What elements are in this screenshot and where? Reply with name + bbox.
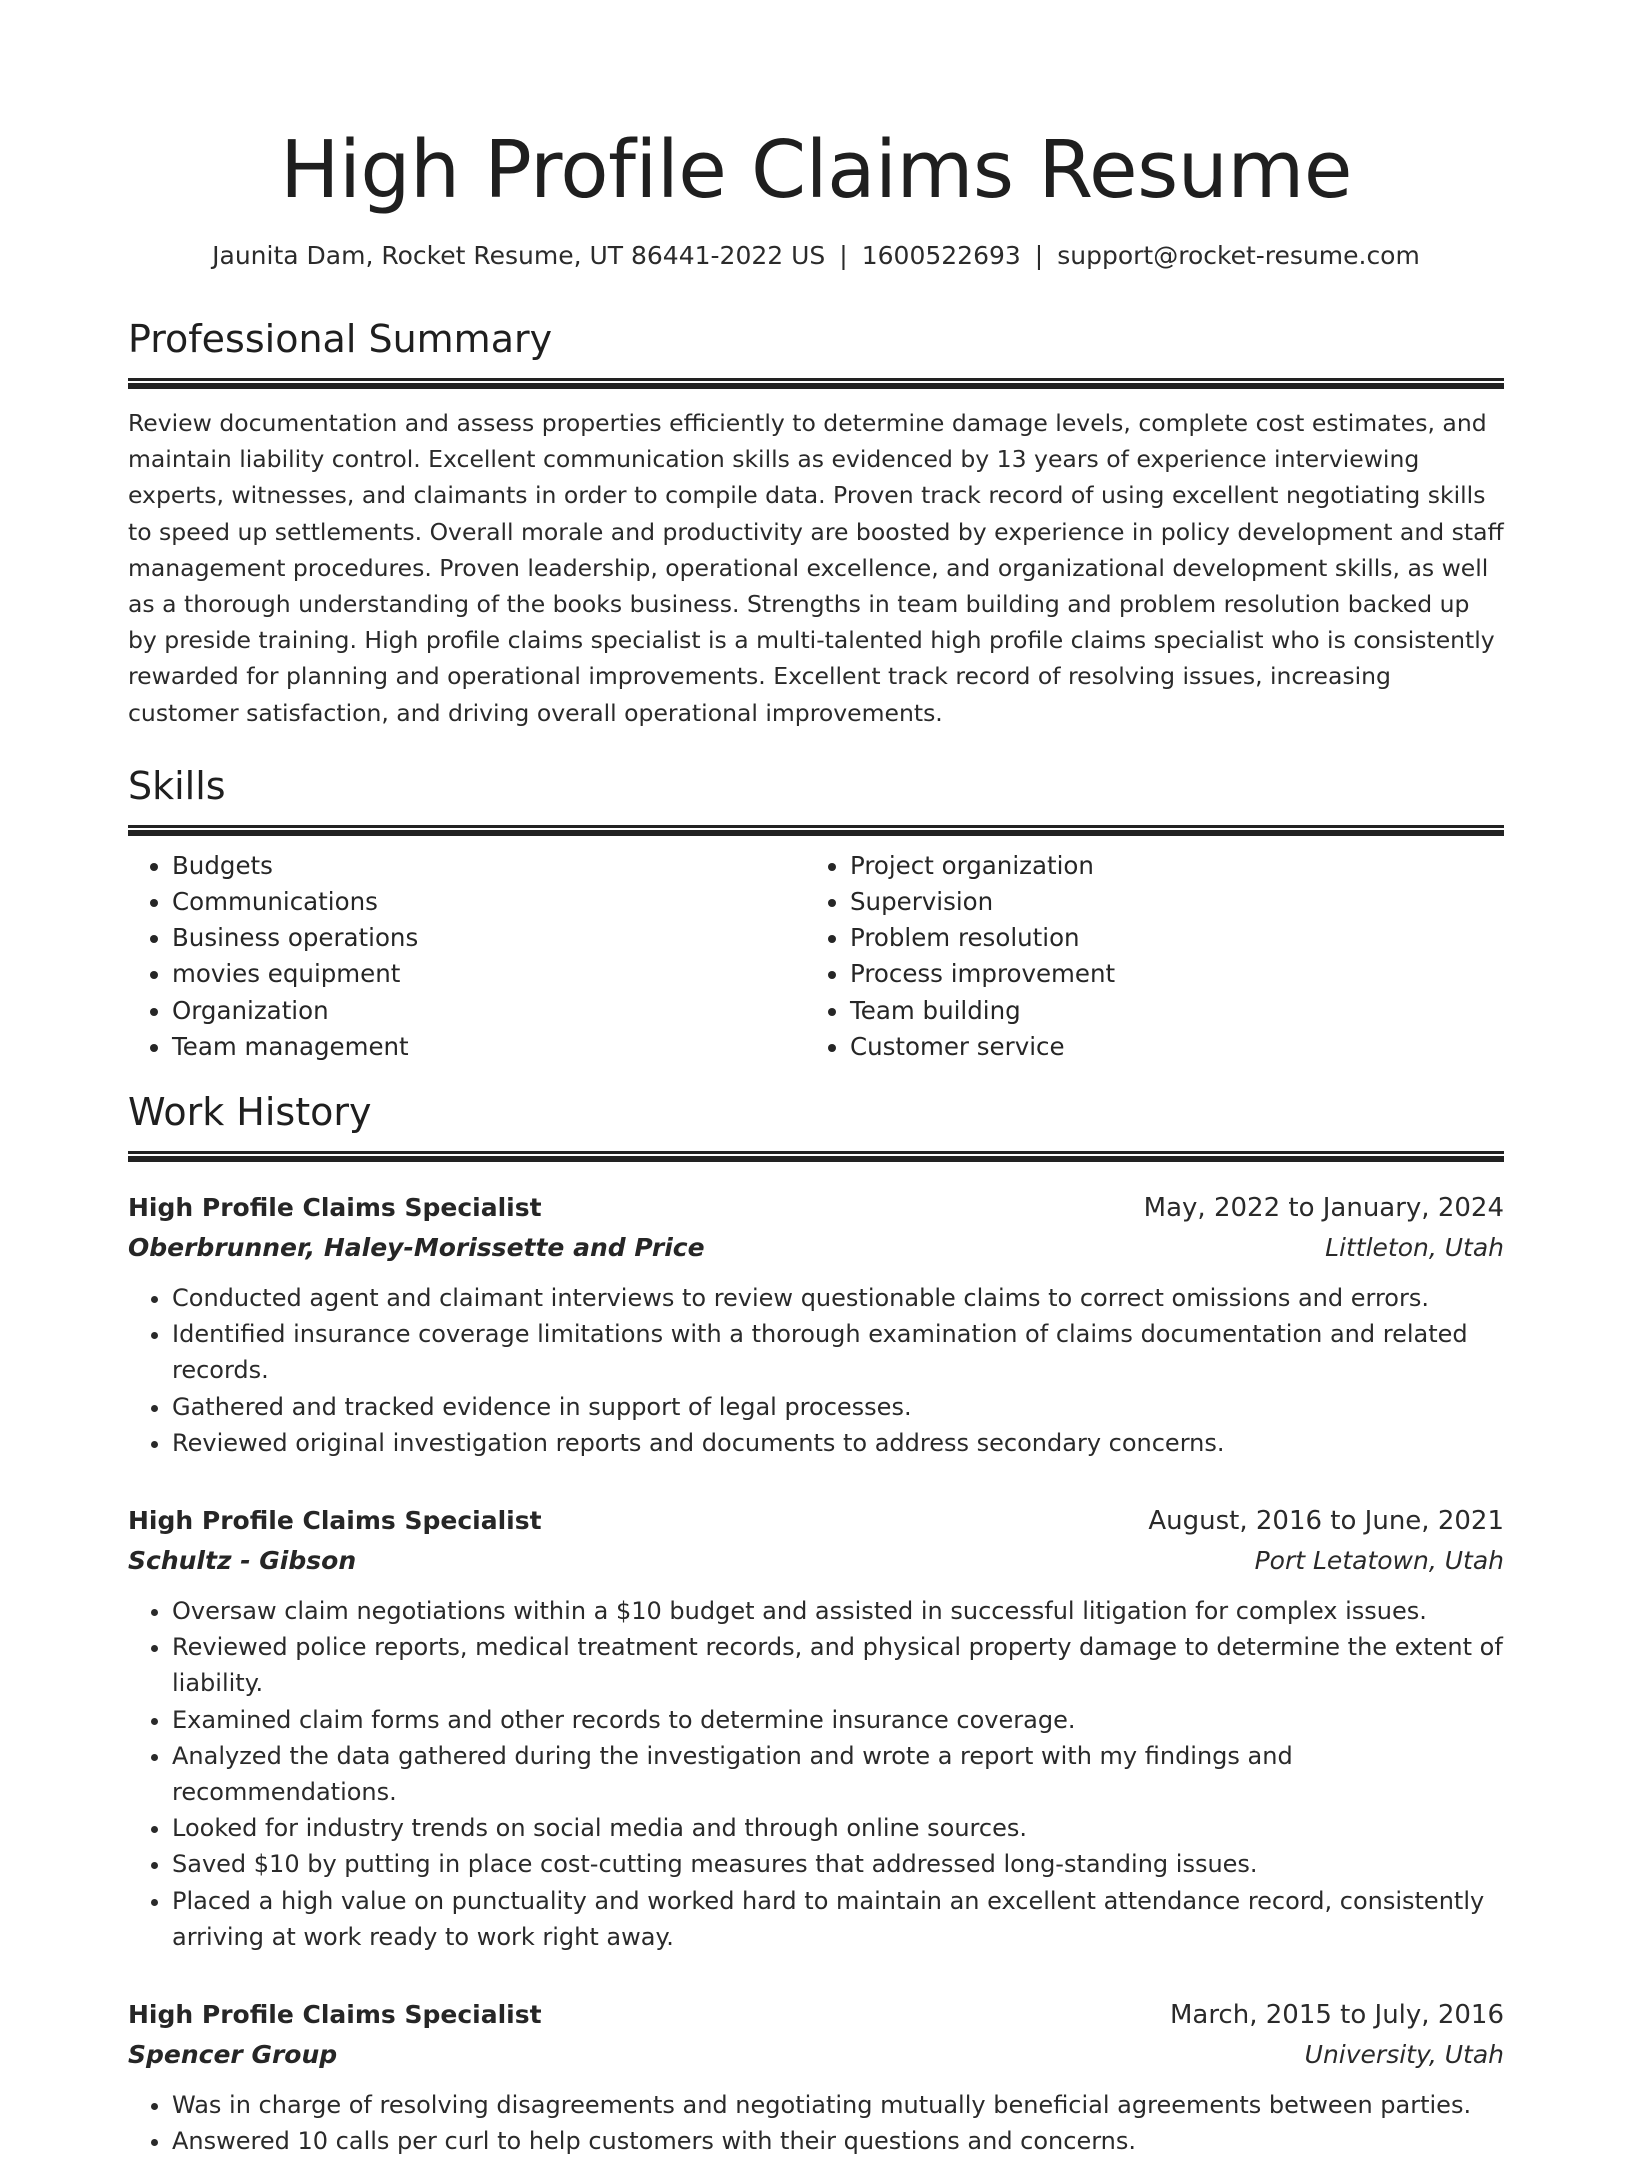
job-bullet: • Saved $10 by putting in place cost-cutting measures that addressed long-standing issues. bbox=[172, 1846, 1504, 1882]
contact-line bbox=[128, 238, 1504, 274]
job-bullet: • Reviewed police reports, medical treatment records, and physical property damage to determine the extent of liability. bbox=[172, 1629, 1504, 1701]
skills-heading: Skills bbox=[128, 763, 226, 808]
job-bullet: • Gathered and tracked evidence in support of legal processes. bbox=[172, 1389, 1504, 1425]
job-bullet: • Reviewed original investigation reports and documents to address secondary concerns. bbox=[172, 1425, 1504, 1461]
contact-address: Jaunita Dam, Rocket Resume, UT 86441-2022 US bbox=[212, 241, 826, 270]
job-bullets bbox=[128, 1593, 1504, 1955]
job-bullets bbox=[128, 2087, 1504, 2159]
skills-column-left bbox=[128, 848, 806, 1065]
job-bullet: • Conducted agent and claimant interviews to review questionable claims to correct omissions and errors. bbox=[172, 1280, 1504, 1316]
resume-title: High Profile Claims Resume bbox=[280, 124, 1352, 216]
skill-item: • movies equipment bbox=[172, 956, 806, 992]
job-entry bbox=[128, 1995, 1504, 2159]
contact-separator: | bbox=[1034, 241, 1044, 270]
job-bullet: • Analyzed the data gathered during the investigation and wrote a report with my findings and recommendations. bbox=[172, 1738, 1504, 1810]
job-dates: May, 2022 to January, 2024 bbox=[1143, 1193, 1504, 1224]
skills-column-right bbox=[806, 848, 1484, 1065]
section-divider bbox=[128, 825, 1504, 836]
job-dates: August, 2016 to June, 2021 bbox=[1148, 1506, 1504, 1537]
job-title: High Profile Claims Specialist bbox=[128, 1506, 542, 1536]
job-location: Littleton, Utah bbox=[1325, 1233, 1504, 1263]
job-company: Spencer Group bbox=[128, 2040, 338, 2070]
skill-item: • Team building bbox=[850, 993, 1484, 1029]
contact-separator: | bbox=[839, 241, 848, 270]
job-bullet: • Oversaw claim negotiations within a $10 budget and assisted in successful litigation for complex issues. bbox=[172, 1593, 1504, 1629]
skills-list bbox=[128, 848, 1504, 1065]
contact-phone: 1600522693 bbox=[861, 241, 1021, 270]
job-bullet: • Looked for industry trends on social media and through online sources. bbox=[172, 1810, 1504, 1846]
section-divider bbox=[128, 378, 1504, 389]
job-entry bbox=[128, 1188, 1504, 1461]
skill-item: • Supervision bbox=[850, 884, 1484, 920]
job-bullets bbox=[128, 1280, 1504, 1461]
skill-item: • Communications bbox=[172, 884, 806, 920]
skill-item: • Project organization bbox=[850, 848, 1484, 884]
work-history-heading: Work History bbox=[128, 1090, 372, 1135]
job-bullet: • Examined claim forms and other records to determine insurance coverage. bbox=[172, 1702, 1504, 1738]
job-entry bbox=[128, 1501, 1504, 1955]
job-title: High Profile Claims Specialist bbox=[128, 2000, 542, 2030]
job-location: Port Letatown, Utah bbox=[1254, 1546, 1504, 1576]
contact-email[interactable]: support@rocket-resume.com bbox=[1057, 241, 1420, 270]
job-company: Schultz - Gibson bbox=[128, 1546, 357, 1576]
skill-item: • Customer service bbox=[850, 1029, 1484, 1065]
skill-item: • Budgets bbox=[172, 848, 806, 884]
summary-text: Review documentation and assess properties efficiently to determine damage levels, complete cost estimates, and maintain liability control. Excellent communication skills as evidenced by 13 years of experience interviewing experts, witnesses, and claimants in order to compile data. Proven track record of using excellent negotiating skills to speed up settlements. Overall morale and productivity are boosted by experience in policy development and staff management procedures. Proven leadership, operational excellence, and organizational development skills, as well as a thorough understanding of the books business. Strengths in team building and problem resolution backed up by preside training. High profile claims specialist is a multi-talented high profile claims specialist who is consistently rewarded for planning and operational improvements. Excellent track record of resolving issues, increasing customer satisfaction, and driving overall operational improvements. bbox=[128, 409, 1504, 727]
skill-item: • Organization bbox=[172, 993, 806, 1029]
job-location: University, Utah bbox=[1304, 2040, 1504, 2070]
skill-item: • Business operations bbox=[172, 920, 806, 956]
job-bullet: • Answered 10 calls per curl to help customers with their questions and concerns. bbox=[172, 2123, 1504, 2159]
skill-item: • Problem resolution bbox=[850, 920, 1484, 956]
job-dates: March, 2015 to July, 2016 bbox=[1169, 2000, 1504, 2031]
resume-page bbox=[128, 0, 1504, 2160]
job-bullet: • Placed a high value on punctuality and worked hard to maintain an excellent attendance record, consistently arriving at work ready to work right away. bbox=[172, 1883, 1504, 1955]
summary-heading: Professional Summary bbox=[128, 317, 553, 361]
job-bullet: • Identified insurance coverage limitations with a thorough examination of claims documentation and related records. bbox=[172, 1316, 1504, 1388]
section-divider bbox=[128, 1151, 1504, 1162]
skill-item: • Process improvement bbox=[850, 956, 1484, 992]
job-bullet: • Was in charge of resolving disagreements and negotiating mutually beneficial agreements between parties. bbox=[172, 2087, 1504, 2123]
skill-item: • Team management bbox=[172, 1029, 806, 1065]
job-title: High Profile Claims Specialist bbox=[128, 1193, 542, 1223]
job-company: Oberbrunner, Haley-Morissette and Price bbox=[128, 1233, 705, 1263]
